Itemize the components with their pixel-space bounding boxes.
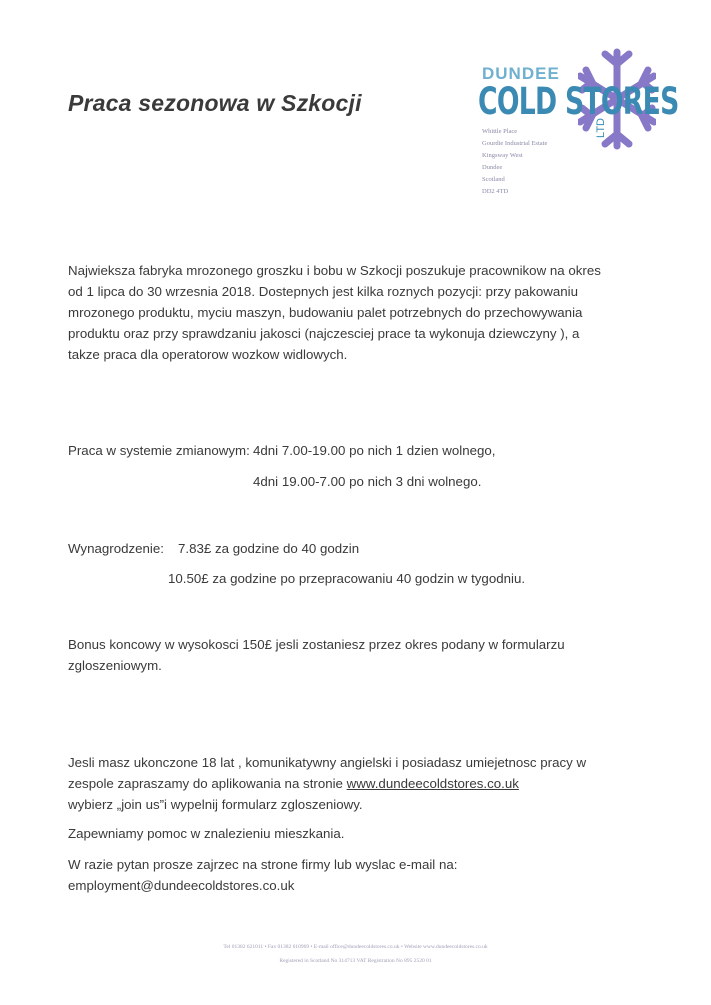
- apply-text: Jesli masz ukonczone 18 lat , komunikatywny angielski i posiadasz umiejetnosc pracy w zespole zapraszamy do aplikowania na stronie: [68, 755, 587, 791]
- address-line: Dundee: [482, 164, 503, 171]
- logo-line-cold-stores: COLD STORES: [478, 80, 679, 123]
- intro-paragraph: Najwieksza fabryka mrozonego groszku i bobu w Szkocji poszukuje pracownikow na okres od 1 lipca do 30 wrzesnia 2018. Dostepnych jest kilka roznych pozycji: przy pakowaniu mrozonego produktu, myciu maszyn, budowaniu palet potrzebnych do przechowywania produktu oraz przy sprawdzaniu jakosci (najczesciej prace ta wykonuja dziewczyny ), a takze praca dla operatorow wozkow widlowych.: [68, 263, 601, 362]
- address-line: Whittle Place: [482, 128, 518, 135]
- shift-line-1: 4dni 7.00-19.00 po nich 1 dzien wolnego,: [253, 443, 496, 458]
- address-line: DD2 4TD: [482, 188, 509, 195]
- pay-label: Wynagrodzenie:: [68, 541, 164, 556]
- footer-registration: Registered in Scotland No 314713 VAT Registration No 895 2520 01: [279, 958, 432, 964]
- pay-line-2: 10.50£ za godzine po przepracowaniu 40 godzin w tygodniu.: [168, 571, 526, 586]
- address-line: Scotland: [482, 176, 505, 183]
- website-link[interactable]: www.dundeecoldstores.co.uk: [346, 776, 519, 791]
- logo-ltd: LTD: [594, 118, 607, 138]
- pay-line-1: 7.83£ za godzine do 40 godzin: [178, 541, 360, 556]
- address-line: Kingsway West: [482, 152, 523, 159]
- footer-contact: Tel 01382 621011 • Fax 01382 610969 • E-mail office@dundeecoldstores.co.uk • Website www.dundeecoldstores.co.uk: [223, 944, 488, 950]
- apply-paragraph: [68, 752, 608, 815]
- page-title: Praca sezonowa w Szkocji: [68, 90, 362, 116]
- shift-label: Praca w systemie zmianowym:: [68, 443, 250, 458]
- company-logo: [478, 44, 678, 224]
- company-address: [482, 126, 547, 198]
- apply-instruction: wybierz „join us”i wypelnij formularz zgloszeniowy.: [68, 797, 363, 812]
- housing-paragraph: Zapewniamy pomoc w znalezieniu mieszkania.: [68, 826, 345, 841]
- logo-line-dundee: DUNDEE: [482, 64, 560, 83]
- shift-line-2: 4dni 19.00-7.00 po nich 3 dni wolnego.: [253, 474, 482, 489]
- contact-text: W razie pytan prosze zajrzec na strone firmy lub wyslac e-mail na:: [68, 857, 458, 872]
- contact-paragraph: [68, 854, 608, 896]
- bonus-paragraph: Bonus koncowy w wysokosci 150£ jesli zostaniesz przez okres podany w formularzu zgloszeniowym.: [68, 637, 565, 673]
- address-line: Gourdie Industrial Estate: [482, 140, 548, 147]
- contact-email[interactable]: employment@dundeecoldstores.co.uk: [68, 878, 295, 893]
